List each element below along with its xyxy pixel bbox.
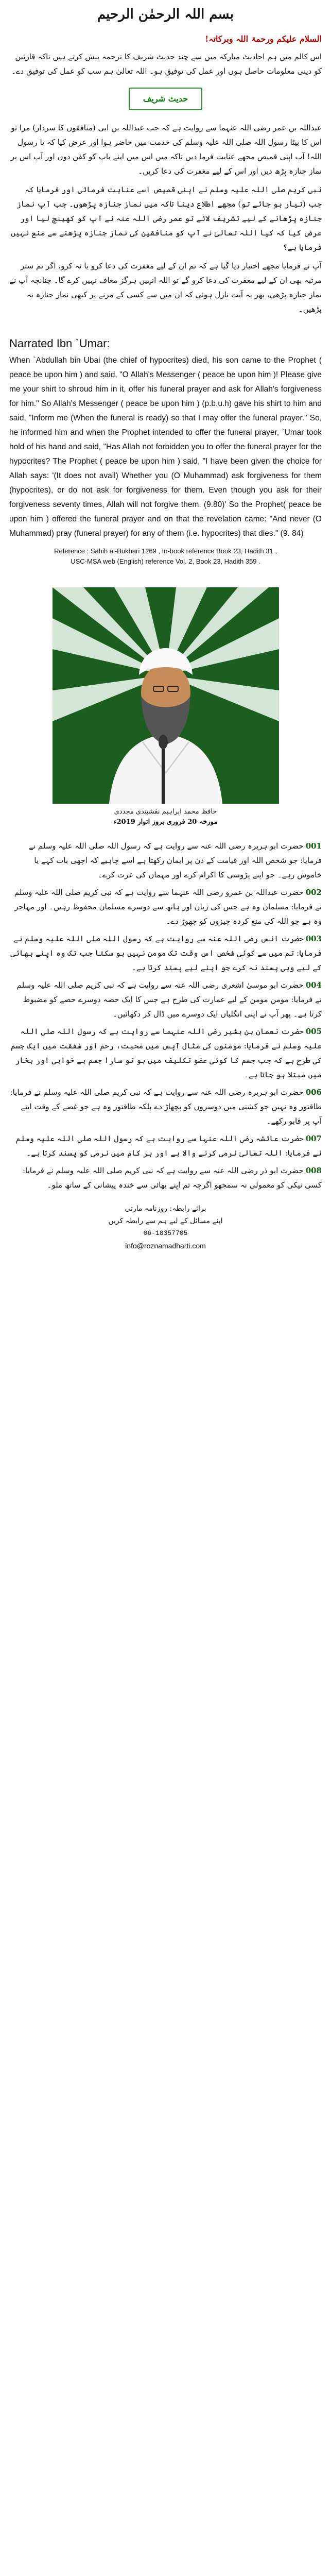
urdu-hadith-paragraph: عبداللہ بن عمر رضی اللہ عنہما سے روایت ہے کہ جب عبداللہ بن ابی (منافقوں کا سردار) مرا تو اس کا بیٹا رسول اللہ صلی اللہ علیہ وسلم کی خدمت میں حاضر ہوا اور عرض کیا کہ یا رسول اللہ! آپ اپنی قمیص مجھے عنایت فرما دیں تاکہ میں اس میں اپنے باپ کو کفن دوں اور آپ اس پر نماز جنازہ پڑھ دیں اور اس کے لیے مغفرت کی دعا کریں۔ (10, 123, 322, 176)
list-item (9, 1085, 322, 1128)
footer-email-link[interactable]: info@roznamadharti.com (125, 1242, 206, 1250)
reference-line: Reference : Sahih al-Bukhari 1269 , In-book reference Book 23, Hadith 31 , (54, 547, 277, 555)
item-text: حضرت ابو ذر رضی اللہ عنہ سے روایت ہے کہ نبی کریم صلی اللہ علیہ وسلم نے فرمایا: کسی نیکی کو معمولی نہ سمجھو اگرچہ تم اپنے بھائی سے خندہ پیشانی کے ساتھ ملو۔ (22, 1166, 322, 1190)
speaker-photo-illustration (53, 587, 279, 804)
footer-contact-label: برائے رابطہ: روزنامہ مارتی (125, 1205, 206, 1213)
bismillah-heading: بسم اللہ الرحمٰن الرحیم (97, 7, 234, 22)
item-text: حضرت انس رضی اللہ عنہ سے روایت ہے کہ رسول اللہ صلی اللہ علیہ وسلم نے فرمایا: تم میں سے کوئی شخص اس وقت تک مومن نہیں ہو سکتا جب تک وہ اپنے بھائی کے لیے وہی پسند نہ کرے جو اپنے لیے پسند کرتا ہے۔ (10, 934, 322, 972)
item-text: حضرت ابو موسیٰ اشعری رضی اللہ عنہ سے روایت ہے کہ نبی کریم صلی اللہ علیہ وسلم نے فرمایا: مومن مومن کے لیے عمارت کی طرح ہے جس کا ایک حصہ دوسرے حصے کو مضبوط کرتا ہے۔ پھر آپ نے اپنی انگلیاں ایک دوسرے میں ڈال کر دکھائیں۔ (16, 980, 322, 1019)
document-page (0, 7, 331, 2576)
urdu-hadith-paragraph: آپ نے فرمایا مجھے اختیار دیا گیا ہے کہ تم ان کے لیے مغفرت کی دعا کرو یا نہ کرو، اگر تم ستر مرتبہ بھی ان کے لیے مغفرت کی دعا کرو گے تو اللہ انہیں ہرگز معاف نہیں کرے گا۔ چنانچہ آپ نے نماز جنازہ پڑھی، پھر یہ آیت نازل ہوئی کہ ان میں سے کسی کے مرنے پر کبھی نماز جنازہ نہ پڑھیں۔ (9, 261, 322, 314)
hadith-title-wrap (0, 88, 331, 110)
item-text: حضرت عبداللہ بن عمرو رضی اللہ عنہما سے روایت ہے کہ نبی کریم صلی اللہ علیہ وسلم نے فرمایا: مسلمان وہ ہے جس کی زبان اور ہاتھ سے دوسرے مسلمان محفوظ رہیں۔ اور مہاجر وہ ہے جو اللہ کی منع کردہ چیزوں کو چھوڑ دے۔ (14, 888, 322, 926)
list-item (9, 885, 322, 928)
item-text: حضرت عائشہ رضی اللہ عنہا سے روایت ہے کہ رسول اللہ صلی اللہ علیہ وسلم نے فرمایا: اللہ تعالیٰ نرمی کرنے والا ہے اور ہر کام میں نرمی کو پسند کرتا ہے۔ (15, 1134, 322, 1158)
english-hadith-text: When `Abdullah bin Ubai (the chief of hypocrites) died, his son came to the Prophet ( peace be upon him ) and said, "O Allah's Messenger ( peace be upon him )! Please give me your shirt to shroud him in it, offer his funeral prayer and ask for Allah's forgiveness for him." So Allah's Messenger ( peace be upon him ) (p.b.u.h) gave his shirt to him and said, "Inform me (When the funeral is ready) so that I may offer the funeral prayer." So, he informed him and when the Prophet intended to offer the funeral prayer, `Umar took hold of his hand and said, "Has Allah not forbidden you to offer the funeral prayer for the hypocrites? The Prophet ( peace be upon him ) said, "I have been given the choice for Allah says: '(It does not avail) Whether you (O Muhammad) ask forgiveness for them (hypocrites), or do not ask for forgiveness for them. Even though you ask for their forgiveness seventy times, Allah will not forgive them. (9.80)' So the Prophet( peace be upon him ) offered the funeral prayer and on that the revelation came: "And never (O Muhammad) pray (funeral prayer) for any of them (i.e. hypocrites) that dies." (9. 84) (9, 356, 322, 538)
item-number: 003 (305, 934, 322, 943)
reference-block (9, 546, 322, 567)
photo-caption-name: حافظ محمد ابراہیم نقشبندی مجددی (114, 808, 217, 816)
item-number: 002 (305, 888, 322, 897)
intro-paragraph: اس کالم میں ہم احادیث مبارکہ میں سے چند حدیث شریف کا ترجمہ پیش کرتے ہیں تاکہ قارئین کو دینی معلومات حاصل ہوں اور عمل کی توفیق ہو۔ اللہ تعالیٰ ہم سب کو عمل کی توفیق دے۔ (11, 52, 322, 76)
photo-caption (0, 807, 331, 827)
footer-note: اپنے مسائل کے لیے ہم سے رابطہ کریں (108, 1217, 223, 1225)
item-text: حضرت نعمان بن بشیر رضی اللہ عنہما سے روایت ہے کہ رسول اللہ صلی اللہ علیہ وسلم نے فرمایا: مومنوں کی مثال آپس میں محبت، رحم اور شفقت میں ایک جسم کی طرح ہے کہ جب جسم کا کوئی عضو تکلیف میں ہو تو سارا جسم بے خوابی اور بخار میں مبتلا ہو جاتا ہے۔ (11, 1027, 322, 1079)
urdu-hadith-paragraph: نبی کریم صلی اللہ علیہ وسلم نے اپنی قمیص اسے عنایت فرمائی اور فرمایا کہ جب (تیار ہو جائے تو) مجھے اطلاع دینا تاکہ میں نماز جنازہ پڑھوں۔ جب آپ نماز جنازہ پڑھانے کے لیے تشریف لائے تو عمر رضی اللہ عنہ نے آپ کو کھینچ لیا اور عرض کیا کہ کیا اللہ تعالیٰ نے آپ کو منافقین کی نماز جنازہ پڑھنے سے منع نہیں فرمایا ہے؟ (11, 185, 322, 252)
item-text: حضرت ابو ہریرہ رضی اللہ عنہ سے روایت ہے کہ رسول اللہ صلی اللہ علیہ وسلم نے فرمایا: جو شخص اللہ اور قیامت کے دن پر ایمان رکھتا ہے اسے چاہیے کہ اچھی بات کہے یا خاموش رہے۔ جو اپنے پڑوسی کا اکرام کرے اور مہمان کی عزت کرے۔ (29, 841, 322, 879)
item-number: 007 (305, 1134, 322, 1143)
salam-line: السلام علیکم ورحمۃ اللہ وبرکاتہ! (205, 34, 322, 44)
list-item (9, 839, 322, 882)
item-number: 008 (305, 1166, 322, 1175)
narrated-heading: Narrated Ibn `Umar: (9, 337, 110, 350)
list-item (9, 1131, 322, 1160)
footer-phone: 06-18357705 (143, 1229, 188, 1237)
list-item (9, 931, 322, 975)
footer (9, 1202, 322, 1252)
hadith-title: حدیث شریف (129, 88, 202, 110)
reference-line: USC-MSA web (English) reference Vol. 2, Book 23, Hadith 359 . (71, 557, 260, 565)
list-item (9, 1024, 322, 1082)
item-number: 001 (305, 841, 322, 851)
item-text: حضرت ابو ہریرہ رضی اللہ عنہ سے روایت ہے کہ نبی کریم صلی اللہ علیہ وسلم نے فرمایا: طاقتور وہ نہیں جو کشتی میں دوسروں کو پچھاڑ دے بلکہ طاقتور وہ ہے جو غصے کے وقت اپنے آپ پر قابو رکھے۔ (10, 1088, 322, 1126)
list-item (9, 1163, 322, 1192)
item-number: 004 (305, 980, 322, 990)
item-number: 006 (305, 1088, 322, 1097)
item-number: 005 (305, 1027, 322, 1036)
list-item (9, 978, 322, 1021)
photo-caption-date: مورخہ 20 فروری بروز اتوار 2019ء (113, 818, 218, 826)
speaker-photo (53, 587, 279, 804)
